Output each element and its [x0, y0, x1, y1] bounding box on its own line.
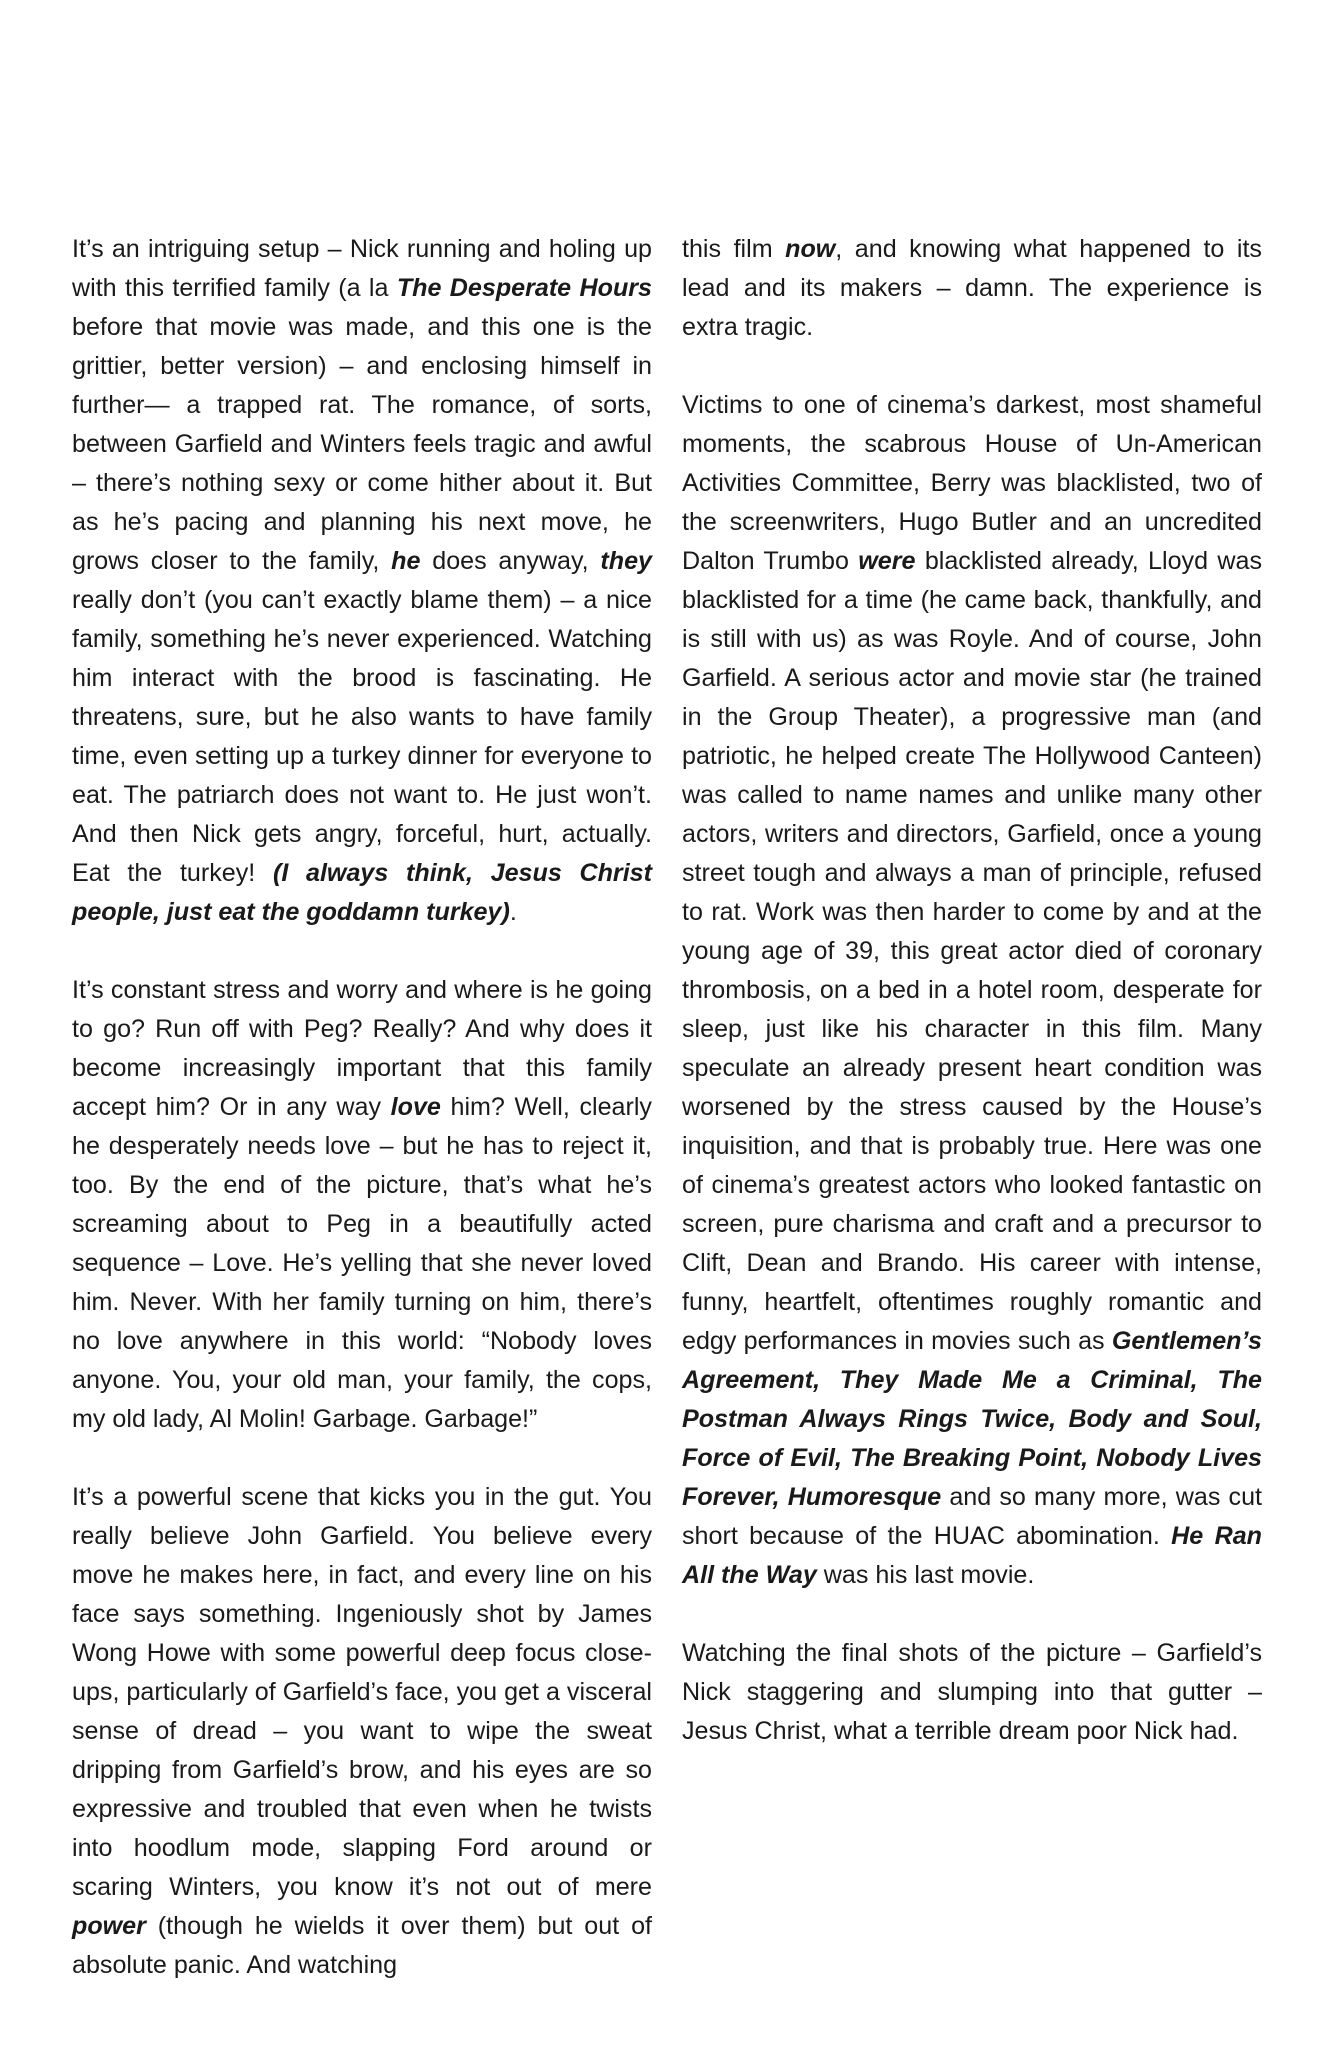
text-run: .	[509, 898, 517, 926]
right-paragraph-1	[682, 230, 1262, 347]
text-run: , and knowing what happened to its lead and its makers – damn. The experience is extra tragic.	[682, 235, 1262, 341]
film-title-desperate-hours: The Desperate Hours	[396, 274, 652, 302]
text-run: It’s a powerful scene that kicks you in the gut. You really believe John Garfield. You believe every move he makes here, in fact, and every line on his face says something. Ingeniously shot by James Wong Howe with some powerful deep focus close-ups, particularly of Garfield’s face, you get a visceral sense of dread – you want to wipe the sweat dripping from Garfield’s brow, and his eyes are so expressive and troubled that even when he twists into hoodlum mode, slapping Ford around or scaring Winters, you know it’s not out of mere	[72, 1483, 652, 1901]
text-run: and so many more, was cut short because of the HUAC abomination.	[682, 1483, 1262, 1550]
text-run: really don’t (you can’t exactly blame them) – a nice family, something he’s never experienced. Watching him interact with the brood is fascinating. He threatens, sure, but he also wants to have family time, even setting up a turkey dinner for everyone to eat. The patriarch does not want to. He just won’t. And then Nick gets angry, forceful, hurt, actually. Eat the turkey!	[72, 586, 652, 887]
left-paragraph-3	[72, 1478, 652, 1985]
text-run: Victims to one of cinema’s darkest, most shameful moments, the scabrous House of Un-American Activities Committee, Berry was blacklisted, two of the screenwriters, Hugo Butler and an uncredited Dalton Trumbo	[682, 391, 1262, 575]
film-title-he-ran-all-the-way: He Ran All the Way	[682, 1522, 1262, 1589]
text-run: does anyway,	[420, 547, 601, 575]
emphasis-they: they	[600, 547, 652, 575]
left-paragraph-1	[72, 230, 652, 932]
emphasis-power: power	[72, 1912, 146, 1940]
text-run: It’s an intriguing setup – Nick running and holing up with this terrified family (a la	[72, 235, 652, 302]
text-run: (though he wields it over them) but out of absolute panic. And watching	[72, 1912, 652, 1979]
left-column	[72, 230, 652, 1985]
film-title-list: Gentlemen’s Agreement, They Made Me a Criminal, The Postman Always Rings Twice, Body and Soul, Force of Evil, The Breaking Point, Nobody Lives Forever, Humoresque	[682, 1327, 1262, 1511]
emphasis-he: he	[391, 547, 421, 575]
emphasis-love: love	[390, 1093, 441, 1121]
text-run: him? Well, clearly he desperately needs love – but he has to reject it, too. By the end of the picture, that’s what he’s screaming about to Peg in a beautifully acted sequence – Love. He’s yelling that she never loved him. Never. With her family turning on him, there’s no love anywhere in this world: “Nobody loves anyone. You, your old man, your family, the cops, my old lady, Al Molin! Garbage. Garbage!”	[72, 1093, 652, 1433]
left-paragraph-2	[72, 971, 652, 1439]
text-run: It’s constant stress and worry and where is he going to go? Run off with Peg? Really? And why does it become increasingly important that this family accept him? Or in any way	[72, 976, 652, 1121]
right-paragraph-2	[682, 386, 1262, 1595]
emphasis-aside-turkey: (I always think, Jesus Christ people, just eat the goddamn turkey)	[72, 859, 652, 926]
text-run: Watching the final shots of the picture – Garfield’s Nick staggering and slumping into that gutter – Jesus Christ, what a terrible dream poor Nick had.	[682, 1639, 1262, 1745]
emphasis-now: now	[785, 235, 836, 263]
right-column	[682, 230, 1262, 1751]
text-run: blacklisted already, Lloyd was blacklisted for a time (he came back, thankfully, and is still with us) as was Royle. And of course, John Garfield. A serious actor and movie star (he trained in the Group Theater), a progressive man (and patriotic, he helped create The Hollywood Canteen) was called to name names and unlike many other actors, writers and directors, Garfield, once a young street tough and always a man of principle, refused to rat. Work was then harder to come by and at the young age of 39, this great actor died of coronary thrombosis, on a bed in a hotel room, desperate for sleep, just like his character in this film. Many speculate an already present heart condition was worsened by the stress caused by the House’s inquisition, and that is probably true. Here was one of cinema’s greatest actors who looked fantastic on screen, pure charisma and craft and a precursor to Clift, Dean and Brando. His career with intense, funny, heartfelt, oftentimes roughly romantic and edgy performances in movies such as	[682, 547, 1262, 1355]
text-run: before that movie was made, and this one is the grittier, better version) – and enclosing himself in further— a trapped rat. The romance, of sorts, between Garfield and Winters feels tragic and awful – there’s nothing sexy or come hither about it. But as he’s pacing and planning his next move, he grows closer to the family,	[72, 313, 652, 575]
text-run: this film	[682, 235, 786, 263]
emphasis-were: were	[858, 547, 916, 575]
text-run: was his last movie.	[816, 1561, 1035, 1589]
right-paragraph-3	[682, 1634, 1262, 1751]
